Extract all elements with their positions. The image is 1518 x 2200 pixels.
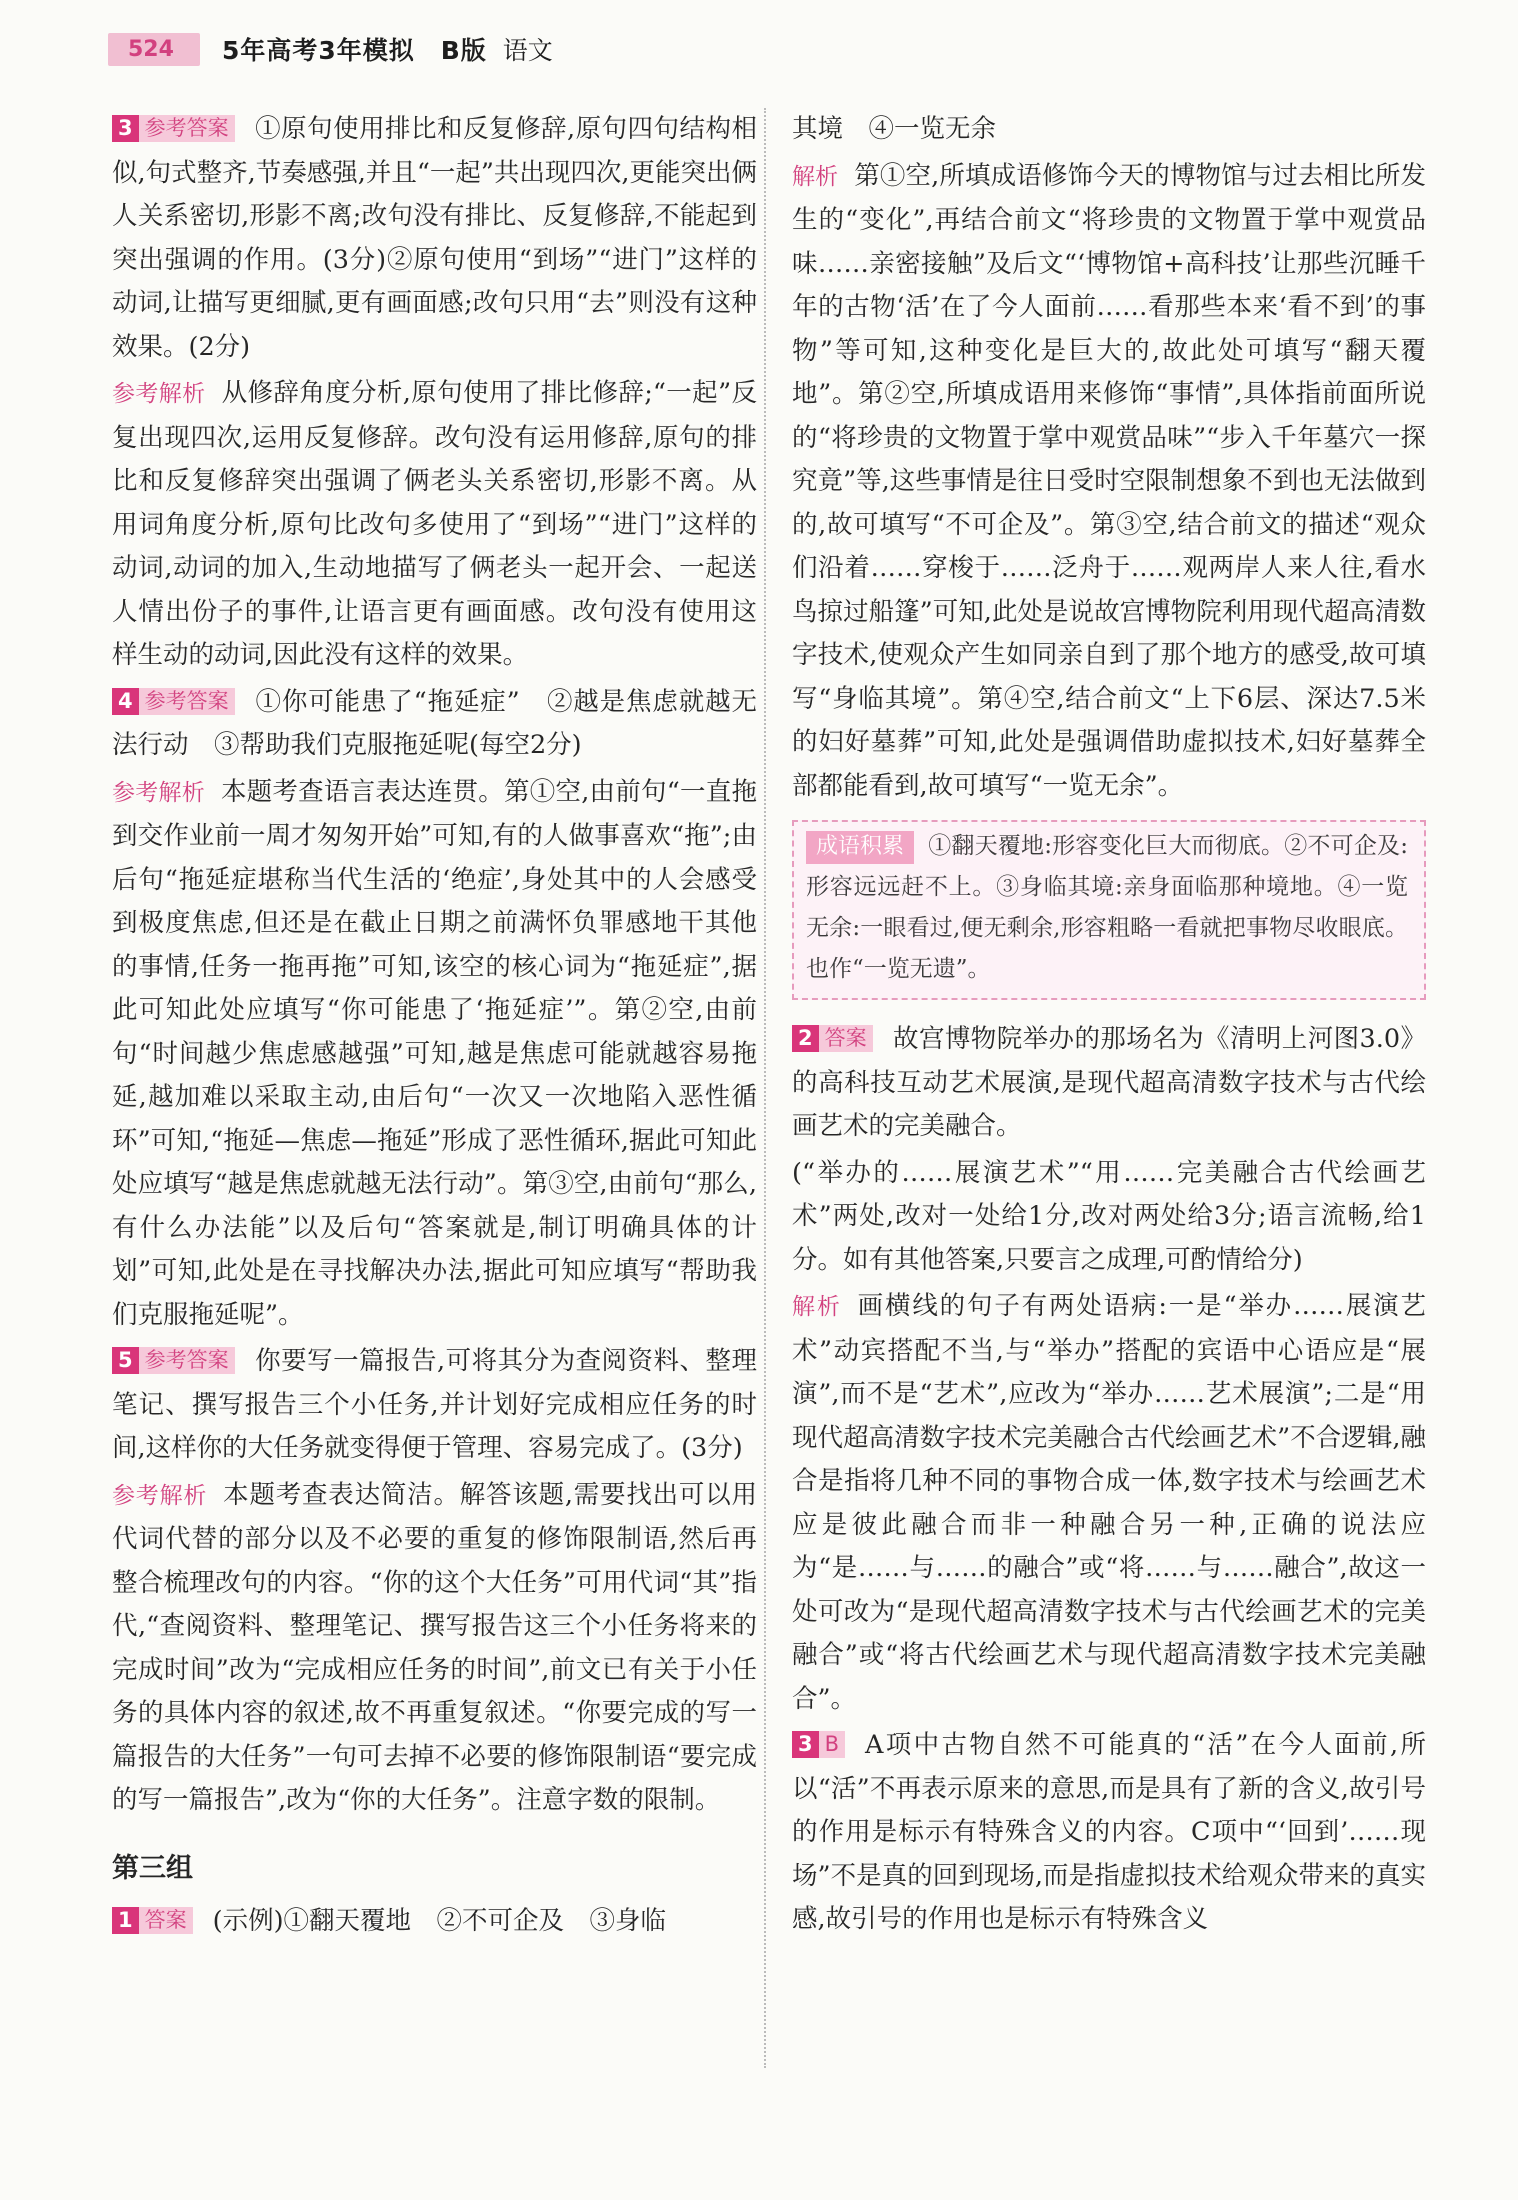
column-divider xyxy=(764,108,766,2068)
answer-g3q1 xyxy=(112,1900,757,1944)
analysis-text: 第①空,所填成语修饰今天的博物馆与过去相比所发生的“变化”,再结合前文“将珍贵的文物置于掌中观赏品味……亲密接触”及后文“‘博物馆+高科技’让那些沉睡千年的古物‘活’在了今人面前……看那些本来‘看不到’的事物”等可知,这种变化是巨大的,故此处可填写“翻天覆地”。第②空,所填成语用来修饰“事情”,具体指前面所说的“将珍贵的文物置于掌中观赏品味”“步入千年墓穴一探究竟”等,这些事情是往日受时空限制想象不到也无法做到的,故可填写“不可企及”。第③空,结合前文的描述“观众们沿着……穿梭于……泛舟于……观两岸人来人往,看水鸟掠过船篷”可知,此处是说故宫博物院利用现代超高清数字技术,使观众产生如同亲自到了那个地方的感受,故可填写“身临其境”。第④空,结合前文“上下6层、深达7.5米的妇好墓葬”可知,此处是强调借助虚拟技术,妇好墓葬全部都能看到,故可填写“一览无余”。 xyxy=(792,160,1427,801)
analysis-text: 本题考查语言表达连贯。第①空,由前句“一直拖到交作业前一周才匆匆开始”可知,有的人做事喜欢“拖”;由后句“拖延症堪称当代生活的‘绝症’,身处其中的人会感受到极度焦虑,但还是在截止日期之前满怀负罪感地干其他的事情,任务一拖再拖”可知,该空的核心词为“拖延症”,据此可知此处应填写“你可能患了‘拖延症’”。第②空,由前句“时间越少焦虑感越强”可知,越是焦虑可能就越容易拖延,越加难以采取主动,由后句“一次又一次地陷入恶性循环”可知,“拖延—焦虑—拖延”形成了恶性循环,据此可知此处应填写“越是焦虑就越无法行动”。第③空,由前句“那么,有什么办法能”以及后句“答案就是,制订明确具体的计划”可知,此处是在寻找解决办法,据此可知应填写“帮助我们克服拖延呢”。 xyxy=(112,776,757,1330)
answer-q2 xyxy=(792,1018,1426,1149)
idiom-text: ①翻天覆地:形容变化巨大而彻底。②不可企及:形容远远赶不上。③身临其境:亲身面临那种境地。④一览无余:一眼看过,便无剩余,形容粗略一看就把事物尽收眼底。也作“一览无遗”。 xyxy=(806,833,1408,982)
idiom-box xyxy=(792,820,1426,1000)
answer-text: 故宫博物院举办的那场名为《清明上河图3.0》的高科技互动艺术展演,是现代超高清数字技术与古代绘画艺术的完美融合。 xyxy=(792,1024,1426,1141)
answer-q3 xyxy=(112,108,757,369)
analysis-tag: 解析 xyxy=(792,1294,842,1320)
page-number: 524 xyxy=(108,33,200,66)
answer-g3q1-continued: 其境 ④一览无余 xyxy=(792,114,997,144)
tag-label: 答案 xyxy=(819,1025,873,1052)
answer-q3-right xyxy=(792,1724,1426,1942)
analysis-tag: 参考解析 xyxy=(112,1482,208,1509)
question-number: 1 xyxy=(112,1907,139,1934)
analysis-q3 xyxy=(112,372,757,678)
answer-tag xyxy=(112,1347,235,1374)
tag-label: B xyxy=(819,1731,845,1758)
right-column xyxy=(792,108,1426,1945)
tag-label: 参考答案 xyxy=(139,115,235,142)
answer-text: (示例)①翻天覆地 ②不可企及 ③身临 xyxy=(212,1906,667,1936)
analysis-q5 xyxy=(112,1474,757,1823)
answer-text: A项中古物自然不可能真的“活”在今人面前,所以“活”不再表示原来的意思,而是具有了新的含义,故引号的作用是标示有特殊含义的内容。C项中“‘回到’……现场”不是真的回到现场,而是指虚拟技术给观众带来的真实感,故引号的作用也是标示有特殊含义 xyxy=(792,1730,1426,1934)
analysis-text: 从修辞角度分析,原句使用了排比修辞;“一起”反复出现四次,运用反复修辞。改句没有运用修辞,原句的排比和反复修辞突出强调了俩老头关系密切,形影不离。从用词角度分析,原句比改句多使用了“到场”“进门”这样的动词,动词的加入,生动地描写了俩老头一起开会、一起送人情出份子的事件,让语言更有画面感。改句没有使用这样生动的动词,因此没有这样的效果。 xyxy=(112,378,757,670)
question-number: 3 xyxy=(112,115,139,142)
group-title: 第三组 xyxy=(112,1852,193,1884)
score-note-q2: (“举办的……展演艺术”“用……完美融合古代绘画艺术”两处,改对一处给1分,改对两处给3分;语言流畅,给1分。如有其他答案,只要言之成理,可酌情给分) xyxy=(792,1157,1426,1275)
answer-tag xyxy=(112,115,235,142)
subject-label: 语文 xyxy=(502,36,553,65)
book-title: 5年高考3年模拟 B版 xyxy=(221,36,487,65)
question-number: 3 xyxy=(792,1731,819,1758)
answer-q4 xyxy=(112,681,757,768)
analysis-q2 xyxy=(792,1285,1426,1721)
answer-q5 xyxy=(112,1340,757,1471)
analysis-q4 xyxy=(112,771,757,1338)
answer-text: ①你可能患了“拖延症” ②越是焦虑就越无法行动 ③帮助我们克服拖延呢(每空2分) xyxy=(112,686,757,760)
answer-tag xyxy=(792,1025,873,1052)
question-number: 4 xyxy=(112,688,139,715)
question-number: 2 xyxy=(792,1025,819,1052)
answer-tag xyxy=(792,1731,845,1758)
answer-tag xyxy=(112,1907,193,1934)
analysis-text: 画横线的句子有两处语病:一是“举办……展演艺术”动宾搭配不当,与“举办”搭配的宾语中心语应是“展演”,而不是“艺术”,应改为“举办……艺术展演”;二是“用现代超高清数字技术完美融合古代绘画艺术”不合逻辑,融合是指将几种不同的事物合成一体,数字技术与绘画艺术应是彼此融合而非一种融合另一种,正确的说法应为“是……与……的融合”或“将……与……融合”,故这一处可改为“是现代超高清数字技术与古代绘画艺术的完美融合”或“将古代绘画艺术与现代超高清数字技术完美融合”。 xyxy=(792,1291,1426,1714)
analysis-g3q1 xyxy=(792,155,1426,809)
analysis-tag: 参考解析 xyxy=(112,381,206,407)
analysis-text: 本题考查表达简洁。解答该题,需要找出可以用代词代替的部分以及不必要的重复的修饰限制语,然后再整合梳理改句的内容。“你的这个大任务”可用代词“其”指代,“查阅资料、整理笔记、撰写报告这三个小任务将来的完成时间”改为“完成相应任务的时间”,前文已有关于小任务的具体内容的叙述,故不再重复叙述。“你要完成的写一篇报告的大任务”一句可去掉不必要的修饰限制语“要完成的写一篇报告”,改为“你的大任务”。注意字数的限制。 xyxy=(112,1479,758,1815)
question-number: 5 xyxy=(112,1347,139,1374)
tag-label: 参考答案 xyxy=(139,688,235,715)
analysis-tag: 参考解析 xyxy=(112,779,205,806)
answer-tag xyxy=(112,688,235,715)
page-header xyxy=(108,26,1428,72)
left-column xyxy=(112,108,757,1947)
answer-text: 你要写一篇报告,可将其分为查阅资料、整理笔记、撰写报告三个小任务,并计划好完成相应任务的时间,这样你的大任务就变得便于管理、容易完成了。(3分) xyxy=(112,1346,757,1463)
analysis-tag: 解析 xyxy=(792,163,839,190)
answer-text: ①原句使用排比和反复修辞,原句四句结构相似,句式整齐,节奏感强,并且“一起”共出现四次,更能突出俩人关系密切,形影不离;改句没有排比、反复修辞,不能起到突出强调的作用。(3分)②原句使用“到场”“进门”这样的动词,让描写更细腻,更有画面感;改句只用“去”则没有这种效果。(2分) xyxy=(112,114,757,362)
tag-label: 参考答案 xyxy=(139,1347,235,1374)
idiom-tag: 成语积累 xyxy=(806,831,914,864)
tag-label: 答案 xyxy=(139,1907,193,1934)
